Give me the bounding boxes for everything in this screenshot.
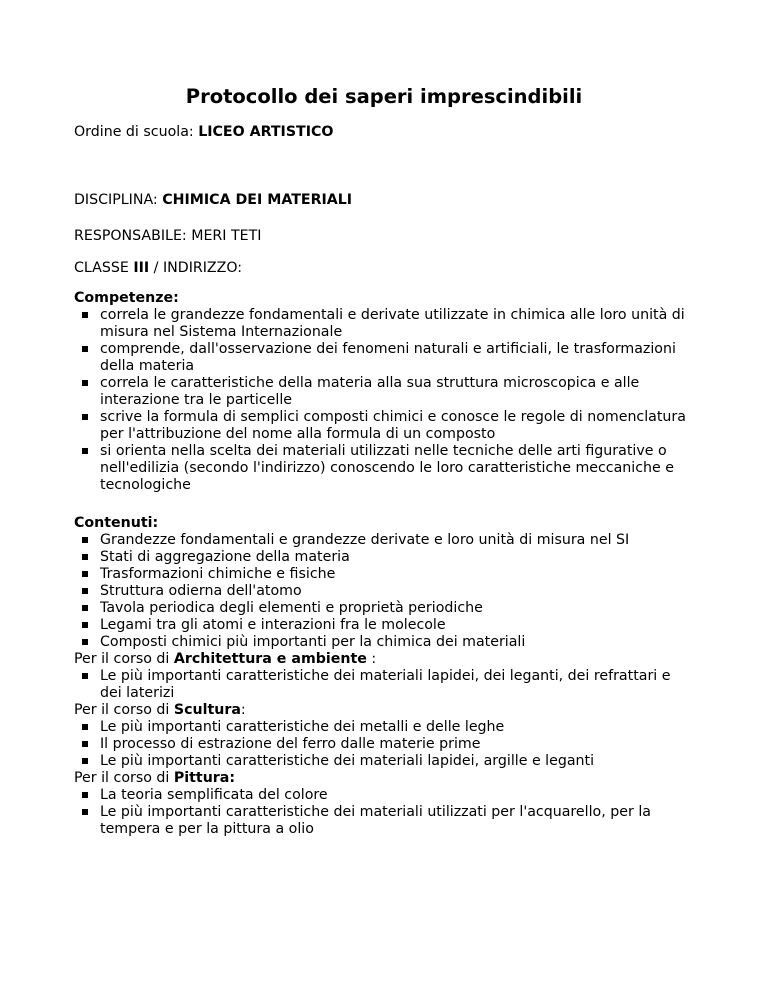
contenuti-heading: Contenuti:: [74, 515, 159, 531]
corso-pittura-heading: Per il corso di Pittura:: [74, 770, 236, 786]
bullet-icon: [82, 554, 88, 560]
bullet-icon: [82, 741, 88, 747]
pittura-list: [74, 787, 694, 838]
bullet-icon: [82, 414, 88, 420]
bullet-icon: [82, 346, 88, 352]
list-item: scrive la formula di semplici composti chimici e conosce le regole di nomenclatura per l'attribuzione del nome alla formula di un composto: [74, 409, 694, 443]
bullet-icon: [82, 809, 88, 815]
list-item: La teoria semplificata del colore: [74, 787, 694, 804]
bullet-icon: [82, 448, 88, 454]
ordine-value: LICEO ARTISTICO: [198, 124, 334, 140]
list-item: Le più importanti caratteristiche dei materiali utilizzati per l'acquarello, per la tempera e per la pittura a olio: [74, 804, 694, 838]
page-title: Protocollo dei saperi imprescindibili: [185, 85, 583, 108]
classe-label: CLASSE: [74, 260, 134, 276]
list-item: comprende, dall'osservazione dei fenomeni naturali e artificiali, le trasformazioni della materia: [74, 341, 694, 375]
list-item: Tavola periodica degli elementi e proprietà periodiche: [74, 600, 694, 617]
disciplina-value: CHIMICA DEI MATERIALI: [162, 192, 353, 208]
ordine-label: Ordine di scuola:: [74, 124, 199, 140]
scultura-list: [74, 719, 694, 770]
competenze-heading: Competenze:: [74, 290, 179, 306]
list-item: Il processo di estrazione del ferro dalle materie prime: [74, 736, 694, 753]
classe-suffix: / INDIRIZZO:: [149, 260, 243, 276]
corso-architettura-heading: Per il corso di Architettura e ambiente :: [74, 651, 377, 667]
disciplina-line: [74, 192, 352, 209]
list-item: Trasformazioni chimiche e fisiche: [74, 566, 694, 583]
contenuti-list: [74, 532, 694, 651]
list-item: Le più importanti caratteristiche dei metalli e delle leghe: [74, 719, 694, 736]
list-item: si orienta nella scelta dei materiali utilizzati nelle tecniche delle arti figurative o nell'edilizia (secondo l'indirizzo) conoscendo le loro caratteristiche meccaniche e tecnologiche: [74, 443, 694, 494]
architettura-list: [74, 668, 694, 702]
list-item: correla le caratteristiche della materia alla sua struttura microscopica e alle interazione tra le particelle: [74, 375, 694, 409]
bullet-icon: [82, 380, 88, 386]
bullet-icon: [82, 673, 88, 679]
bullet-icon: [82, 622, 88, 628]
bullet-icon: [82, 571, 88, 577]
corso-scultura-heading: Per il corso di Scultura:: [74, 702, 246, 718]
list-item: Composti chimici più importanti per la chimica dei materiali: [74, 634, 694, 651]
classe-line: [74, 260, 242, 277]
list-item: correla le grandezze fondamentali e derivate utilizzate in chimica alle loro unità di misura nel Sistema Internazionale: [74, 307, 694, 341]
list-item: Le più importanti caratteristiche dei materiali lapidei, argille e leganti: [74, 753, 694, 770]
bullet-icon: [82, 605, 88, 611]
list-item: Grandezze fondamentali e grandezze derivate e loro unità di misura nel SI: [74, 532, 694, 549]
ordine-line: [74, 124, 333, 141]
contenuti-section: [74, 515, 694, 838]
competenze-section: [74, 290, 694, 494]
bullet-icon: [82, 758, 88, 764]
bullet-icon: [82, 724, 88, 730]
list-item: Struttura odierna dell'atomo: [74, 583, 694, 600]
classe-value: III: [133, 260, 150, 276]
responsabile-line: RESPONSABILE: MERI TETI: [74, 228, 262, 244]
bullet-icon: [82, 588, 88, 594]
list-item: Le più importanti caratteristiche dei materiali lapidei, dei leganti, dei refrattari e dei laterizi: [74, 668, 694, 702]
bullet-icon: [82, 639, 88, 645]
list-item: Stati di aggregazione della materia: [74, 549, 694, 566]
bullet-icon: [82, 312, 88, 318]
list-item: Legami tra gli atomi e interazioni fra le molecole: [74, 617, 694, 634]
disciplina-label: DISCIPLINA:: [74, 192, 163, 208]
competenze-list: [74, 307, 694, 494]
bullet-icon: [82, 537, 88, 543]
bullet-icon: [82, 792, 88, 798]
